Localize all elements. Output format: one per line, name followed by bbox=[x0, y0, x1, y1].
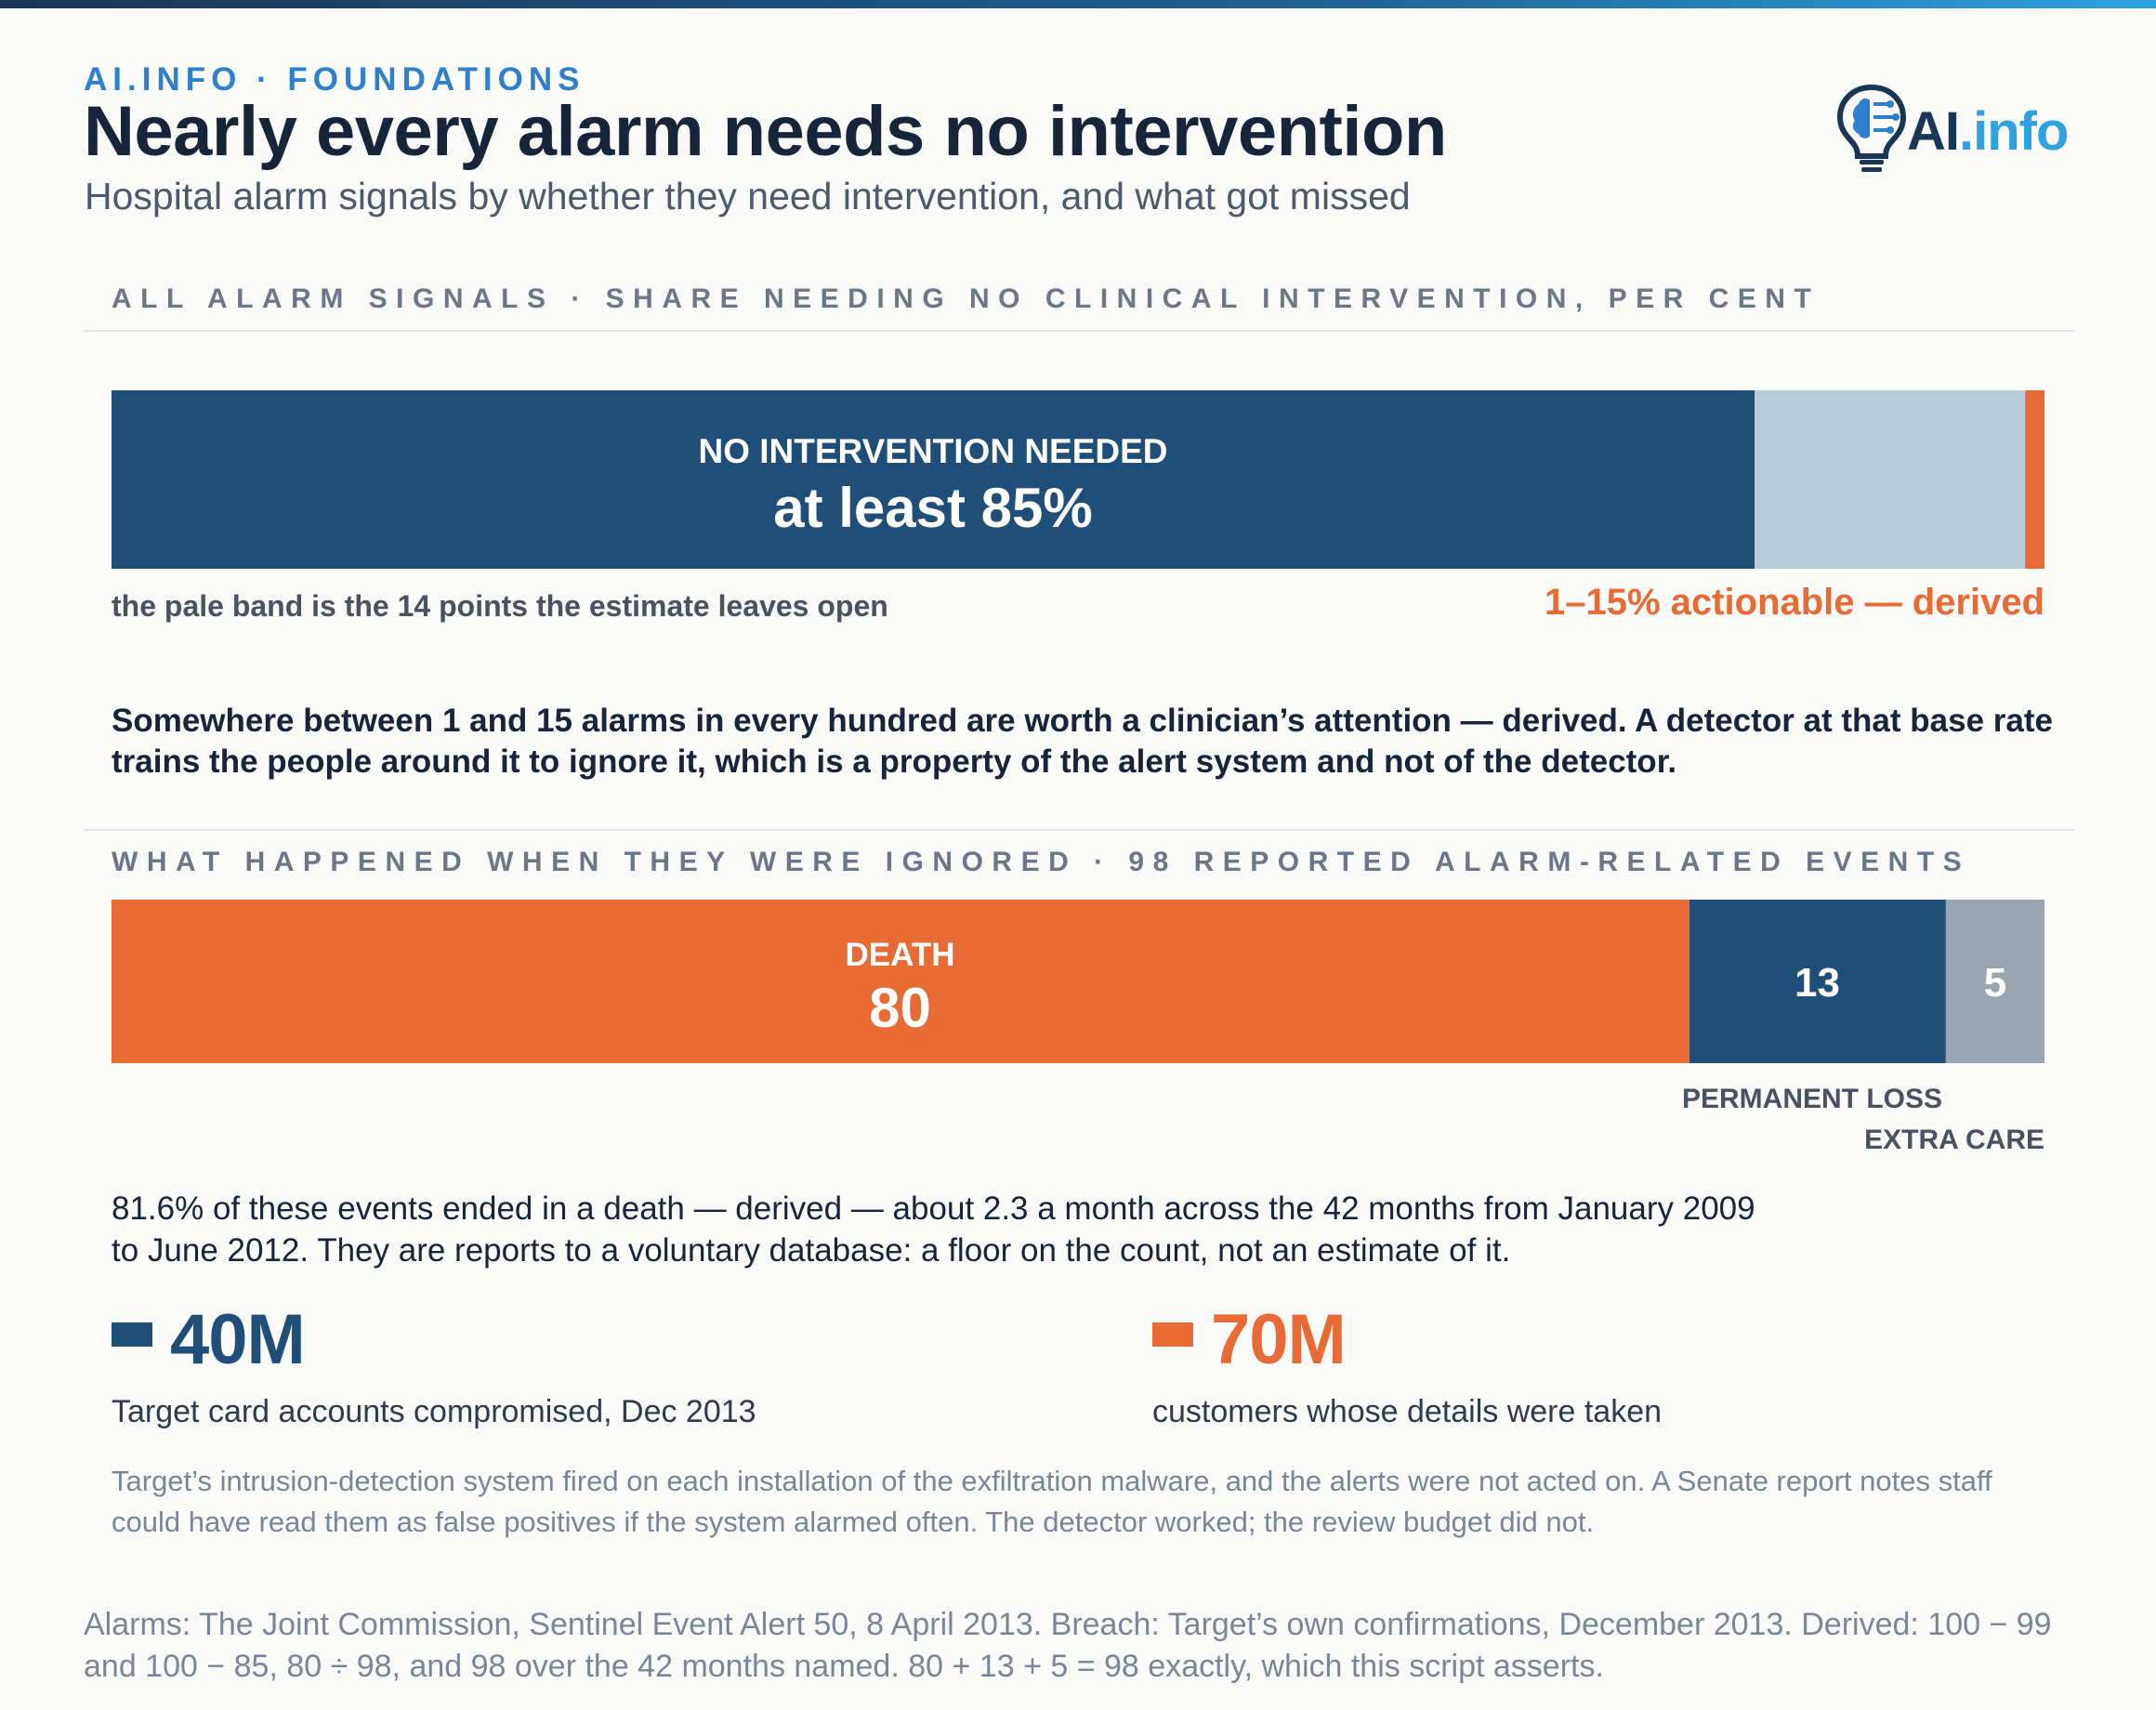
loss-segment-value: 13 bbox=[1794, 960, 1840, 1006]
page-title: Nearly every alarm needs no intervention bbox=[84, 92, 1447, 171]
stat-value: 70M bbox=[1211, 1300, 1346, 1379]
stat-value: 40M bbox=[170, 1300, 305, 1379]
events-paragraph: 81.6% of these events ended in a death — derived — about 2.3 a month across the 42 months from January 2009 to June 2012. They are reports to a voluntary database: a floor on the count, not an estimate of it. bbox=[112, 1190, 1755, 1269]
stat-caption: customers whose details were taken bbox=[1152, 1394, 1663, 1429]
stat-swatch bbox=[112, 1322, 152, 1347]
death-segment-value: 80 bbox=[869, 977, 931, 1039]
page-subtitle: Hospital alarm signals by whether they need intervention, and what got missed bbox=[85, 175, 1411, 217]
stat-caption: Target card accounts compromised, Dec 2013 bbox=[112, 1394, 756, 1429]
divider bbox=[84, 829, 2074, 831]
stat-swatch bbox=[1152, 1322, 1193, 1347]
extra-care-label: EXTRA CARE bbox=[1864, 1125, 2044, 1155]
bar1-segment-value: at least 85% bbox=[773, 477, 1093, 539]
permanent-loss-label: PERMANENT LOSS bbox=[1682, 1084, 1943, 1114]
logo-wordmark: AI.info bbox=[1907, 101, 2069, 162]
bar-segment-actionable bbox=[2025, 390, 2044, 569]
breach-note: Target’s intrusion-detection system fired on each installation of the exfiltration malware, and the alerts were not acted on. A Senate report notes staff could have read them as false positives if the system alarmed often. The detector worked; the review budget did not. bbox=[112, 1465, 1992, 1538]
section1-label: ALL ALARM SIGNALS · SHARE NEEDING NO CLINICAL INTERVENTION, PER CENT bbox=[112, 283, 1821, 314]
care-segment-value: 5 bbox=[1983, 960, 2007, 1006]
kicker: AI.INFO · FOUNDATIONS bbox=[84, 61, 585, 98]
alarm-paragraph: Somewhere between 1 and 15 alarms in every hundred are worth a clinician’s attention — derived. A detector at that base rate trains the people around it to ignore it, which is a property of the alert system and not of the detector. bbox=[112, 703, 2053, 780]
section2-label: WHAT HAPPENED WHEN THEY WERE IGNORED · 98 REPORTED ALARM-RELATED EVENTS bbox=[112, 847, 1971, 877]
pale-band-note: the pale band is the 14 points the estimate leaves open bbox=[112, 589, 888, 623]
death-segment-label: DEATH bbox=[845, 937, 955, 973]
bar1-segment-label: NO INTERVENTION NEEDED bbox=[698, 432, 1168, 470]
actionable-note: 1–15% actionable — derived bbox=[1544, 582, 2044, 623]
sources-note: Alarms: The Joint Commission, Sentinel Event Alert 50, 8 April 2013. Breach: Target’s own confirmations, December 2013. Derived: 100 − 99 and 100 − 85, 80 ÷ 98, and 98 over the 42 months named. 80 + 13 + 5 = 98 exactly, which this script asserts. bbox=[84, 1607, 2052, 1684]
bar-segment-uncertain bbox=[1755, 390, 2025, 569]
